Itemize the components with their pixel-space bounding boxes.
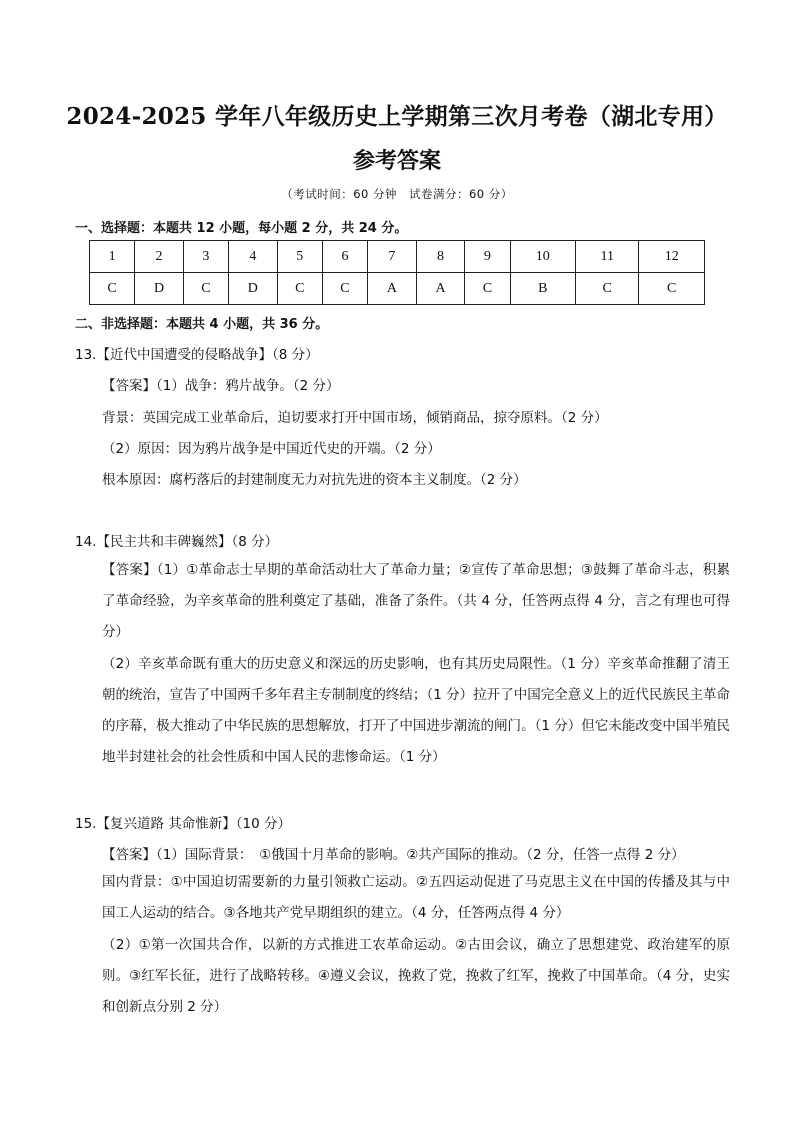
section1-heading: 一、选择题：本题共 12 小题，每小题 2 分，共 24 分。 <box>75 221 408 236</box>
question-number-cell: 1 <box>90 241 135 273</box>
answer-cell: C <box>277 273 322 305</box>
q13-heading: 13.【近代中国遭受的侵略战争】（8 分） <box>75 347 319 363</box>
answer-cell: A <box>416 273 465 305</box>
question-number-row <box>90 241 705 273</box>
answer-cell: D <box>135 273 184 305</box>
question-number-cell: 5 <box>277 241 322 273</box>
question-number-cell: 10 <box>510 241 576 273</box>
question-number-cell: 2 <box>135 241 184 273</box>
question-number-cell: 12 <box>639 241 705 273</box>
answer-cell: C <box>639 273 705 305</box>
q13-answer-line-3: （2）原因：因为鸦片战争是中国近代史的开端。（2 分） <box>102 441 441 457</box>
q14-answer-part1: 【答案】（1）①革命志士早期的革命活动壮大了革命力量；②宣传了革命思想；③鼓舞了革命斗志，积累了革命经验，为辛亥革命的胜利奠定了基础，准备了条件。（共 4 分，任答两点得 4 分，言之有理也可得分） <box>102 562 730 640</box>
exam-meta: （考试时间：60 分钟 试卷满分：60 分） <box>281 187 513 201</box>
answer-cell: C <box>322 273 367 305</box>
question-number-cell: 7 <box>368 241 417 273</box>
answer-cell: A <box>368 273 417 305</box>
q15-answer-line-1: 【答案】（1）国际背景： ①俄国十月革命的影响。②共产国际的推动。（2 分，任答一点得 2 分） <box>102 847 685 863</box>
question-number-cell: 8 <box>416 241 465 273</box>
q13-answer-line-2: 背景：英国完成工业革命后，迫切要求打开中国市场，倾销商品，掠夺原料。（2 分） <box>102 410 608 426</box>
answer-cell: D <box>229 273 278 305</box>
page-subtitle: 参考答案 <box>352 149 441 174</box>
q15-answer-part1: 国内背景：①中国迫切需要新的力量引领救亡运动。②五四运动促进了马克思主义在中国的传播及其与中国工人运动的结合。③各地共产党早期组织的建立。（4 分，任答两点得 4 分） <box>102 874 730 921</box>
q15-heading: 15.【复兴道路 其命惟新】（10 分） <box>75 816 291 832</box>
page-title: 2024-2025 学年八年级历史上学期第三次月考卷（湖北专用） <box>66 103 728 130</box>
q13-answer-line-1: 【答案】（1）战争：鸦片战争。（2 分） <box>102 378 340 394</box>
answer-cell: C <box>90 273 135 305</box>
question-number-cell: 4 <box>229 241 278 273</box>
q15-answer-part2: （2）①第一次国共合作，以新的方式推进工农革命运动。②古田会议，确立了思想建党、政治建军的原则。③红军长征，进行了战略转移。④遵义会议，挽救了党，挽救了红军，挽救了中国革命。（4 分，史实和创新点分别 2 分） <box>102 937 730 1015</box>
answer-cell: C <box>183 273 228 305</box>
answer-cell: C <box>465 273 510 305</box>
answer-row <box>90 273 705 305</box>
question-number-cell: 9 <box>465 241 510 273</box>
q14-heading: 14.【民主共和丰碑巍然】（8 分） <box>75 534 279 550</box>
choice-answer-table <box>89 240 705 305</box>
question-number-cell: 3 <box>183 241 228 273</box>
question-number-cell: 6 <box>322 241 367 273</box>
section2-heading: 二、非选择题：本题共 4 小题，共 36 分。 <box>75 317 329 332</box>
q13-answer-line-4: 根本原因：腐朽落后的封建制度无力对抗先进的资本主义制度。（2 分） <box>102 472 527 488</box>
answer-cell: B <box>510 273 576 305</box>
question-number-cell: 11 <box>576 241 639 273</box>
answer-cell: C <box>576 273 639 305</box>
q14-answer-part2: （2）辛亥革命既有重大的历史意义和深远的历史影响，也有其历史局限性。（1 分）辛亥革命推翻了清王朝的统治，宣告了中国两千多年君主专制制度的终结；（1 分）拉开了中国完全意义上的近代民族民主革命的序幕，极大推动了中华民族的思想解放，打开了中国进步潮流的闸门。（1 分）但它未能改变中国半殖民地半封建社会的社会性质和中国人民的悲惨命运。（1 分） <box>102 656 730 765</box>
